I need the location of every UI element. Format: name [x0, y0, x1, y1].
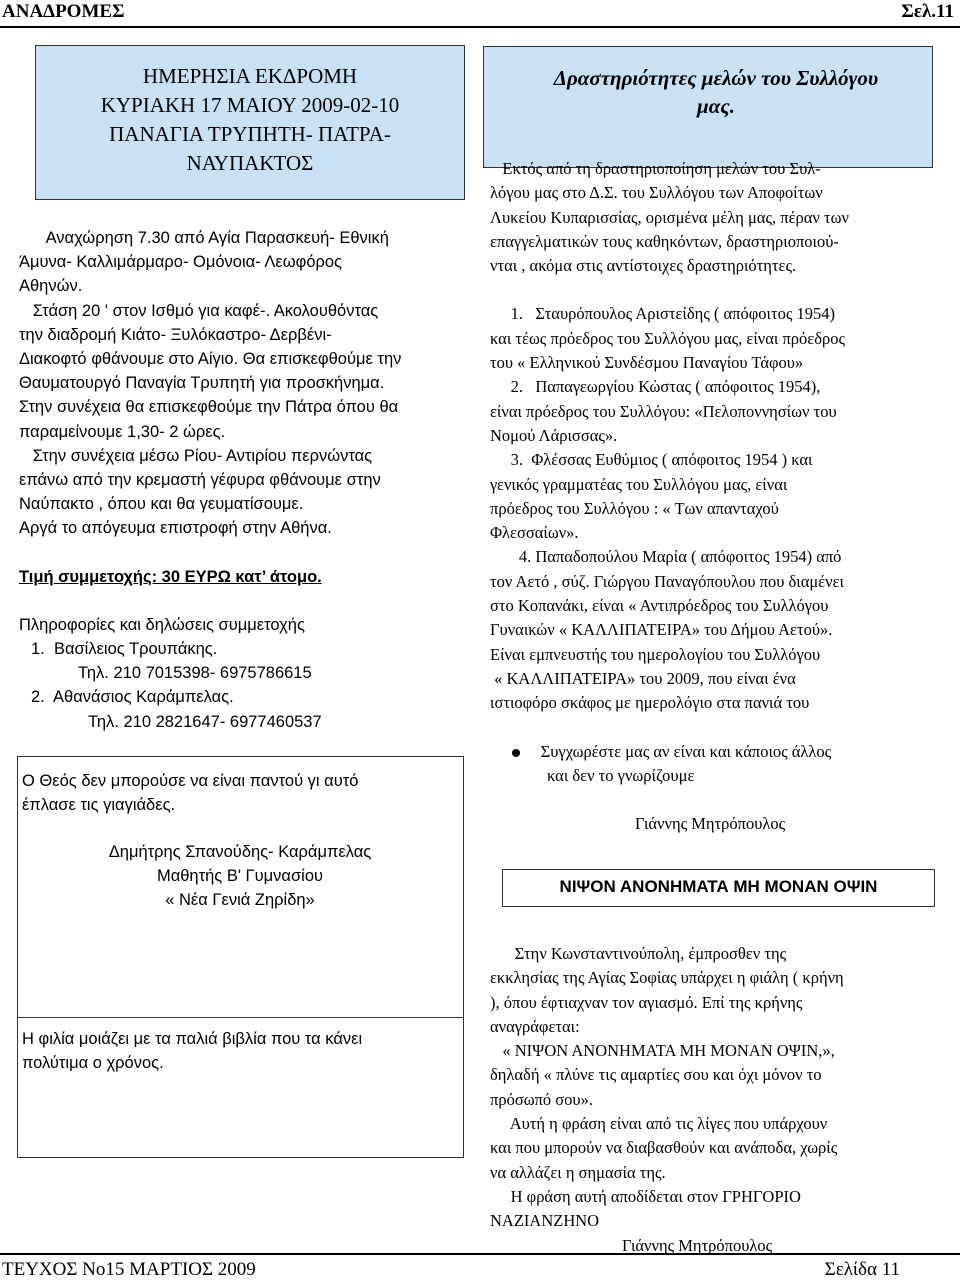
members-line: 3. Φλέσσας Ευθύμιος ( απόφοιτος 1954 ) και: [490, 450, 813, 470]
nipson-line: αναγράφεται:: [490, 1016, 580, 1036]
members-heading-line: μας.: [697, 94, 735, 118]
excursion-line: Αναχώρηση 7.30 από Αγία Παρασκευή- Εθνική: [19, 229, 389, 247]
members-line: Είναι εμπνευστής του ημερολογίου του Συλλόγου: [490, 644, 821, 664]
author-line: « Νέα Γενιά Ζηρίδη»: [165, 891, 315, 909]
contact-item: [19, 685, 469, 709]
members-line: Εκτός από τη δραστηριοποίηση μελών του Συλ-: [490, 159, 821, 178]
author-line: Δημήτρης Σπανούδης- Καράμπελας: [108, 843, 372, 861]
members-line: Νομού Λάρισσας».: [490, 425, 618, 445]
header-page-number: Σελ.11: [901, 1, 954, 22]
members-line: « ΚΑΛΛΙΠΑΤΕΙΡΑ» του 2009, που είναι ένα: [490, 668, 796, 688]
members-line: 4. Παπαδοπούλου Μαρία ( απόφοιτος 1954) από: [490, 547, 842, 567]
excursion-line: επάνω από την κρεμαστή γέφυρα φθάνουμε στην: [19, 471, 381, 490]
members-line: ιστιοφόρο σκάφος με ημερολόγιο στα πανιά του: [490, 693, 810, 713]
contact-phone: Τηλ. 210 2821647- 6977460537: [88, 712, 322, 731]
price-label: Τιμή συμμετοχής:: [19, 567, 158, 586]
excursion-line: Διακοφτό φθάνουμε στο Αίγιο. Θα επισκεφθούμε την: [19, 350, 402, 369]
members-line: και τέως πρόεδρος του Συλλόγου μας, είναι πρόεδρος: [490, 328, 845, 348]
quote-line: Η φιλία μοιάζει με τα παλιά βιβλία που τα κάνει: [22, 1030, 363, 1048]
excursion-title-line: ΝΑΥΠΑΚΤΟΣ: [186, 151, 314, 175]
header-publication-title: ΑΝΑΔΡΟΜΕΣ: [2, 1, 125, 22]
members-line: Φλεσσαίων».: [490, 523, 579, 543]
members-line: επαγγελματικών τους καθηκόντων, δραστηριοποιού-: [490, 231, 839, 251]
contact-number: 2.: [31, 688, 45, 707]
nipson-line: « ΝΙΨΟΝ ΑΝΟΝΗΜΑΤΑ ΜΗ ΜΟΝΑΝ ΟΨΙΝ,»,: [490, 1041, 835, 1061]
members-line: πρόεδρος του Συλλόγου : « Των απανταχού: [490, 498, 779, 518]
contact-item: [19, 637, 469, 661]
excursion-title-line: ΚΥΡΙΑΚΗ 17 ΜΑΙΟΥ 2009-02-10: [100, 93, 400, 117]
excursion-line: Αθηνών.: [19, 277, 83, 296]
nipson-line: Η φράση αυτή αποδίδεται στον ΓΡΗΓΟΡΙΟ: [490, 1186, 801, 1206]
members-line: 2. Παπαγεωργίου Κώστας ( απόφοιτος 1954),: [490, 377, 821, 397]
members-line: [490, 278, 940, 302]
members-line: γενικός γραμματέας του Συλλόγου μας, είναι: [490, 474, 788, 494]
members-line: είναι πρόεδρος του Συλλόγου: «Πελοποννησίων του: [490, 401, 837, 421]
excursion-line: Στάση 20 ' στον Ισθμό για καφέ-. Ακολουθόντας: [19, 301, 379, 320]
nipson-line: και που μπορούν να διαβασθούν και ανάποδα, χωρίς: [490, 1138, 838, 1158]
nipson-line: ), όπου έφτιαχναν τον αγιασμό. Επί της κρήνης: [490, 992, 803, 1012]
excursion-line: Θαυματουργό Παναγία Τρυπητή για προσκήνημα.: [19, 374, 385, 393]
members-line: του « Ελληνικού Συνδέσμου Παναγίου Τάφου»: [490, 353, 804, 373]
nipson-line: Στην Κωνσταντινούπολη, έμπροσθεν της: [490, 944, 787, 963]
members-line: τον Αετό , σύζ. Γιώργου Παναγόπουλου που διαμένει: [490, 571, 844, 591]
info-heading: Πληροφορίες και δηλώσεις συμμετοχής: [19, 615, 305, 634]
nipson-title: ΝΙΨΟΝ ΑΝΟΝΗΜΑΤΑ ΜΗ ΜΟΝΑΝ ΟΨΙΝ: [559, 877, 878, 896]
nipson-line: ΝΑΖΙΑΝΖΗΝΟ: [490, 1211, 600, 1231]
footer-page-number: Σελίδα 11: [824, 1259, 900, 1280]
excursion-line: Αργά το απόγευμα επιστροφή στην Αθήνα.: [19, 519, 332, 538]
nipson-line: δηλαδή « πλύνε τις αμαρτίες σου και όχι μόνον το: [490, 1065, 822, 1085]
nipson-line: πρόσωπό σου».: [490, 1089, 593, 1109]
nipson-signature: Γιάννης Μητρόπουλος: [622, 1235, 773, 1255]
apology-line: Συγχωρέστε μας αν είναι και κάποιος άλλος: [540, 741, 832, 761]
quote-author: [30, 840, 450, 912]
excursion-line: Άμυνα- Καλλιμάρμαρο- Ομόνοια- Λεωφόρος: [19, 253, 343, 272]
nipson-text: [490, 942, 940, 1258]
price-line: [19, 565, 469, 589]
excursion-title-line: ΗΜΕΡΗΣΙΑ ΕΚΔΡΟΜΗ: [142, 64, 358, 88]
quote-line: έπλασε τις γιαγιάδες.: [22, 796, 176, 814]
members-signature: Γιάννης Μητρόπουλος: [635, 814, 786, 834]
price-value: 30 ΕΥΡΩ κατ’ άτομο.: [157, 567, 322, 586]
members-line: νται , ακόμα στις αντίστοιχες δραστηριότητες.: [490, 256, 797, 276]
footer-issue: ΤΕΥΧΟΣ Νο15 ΜΑΡΤΙΟΣ 2009: [2, 1259, 256, 1280]
author-line: Μαθητής Β' Γυμνασίου: [156, 867, 324, 885]
members-heading: [506, 64, 926, 120]
nipson-line: εκκλησίας της Αγίας Σοφίας υπάρχει η φιάλη ( κρήνη: [490, 968, 844, 988]
excursion-title-line: ΠΑΝΑΓΙΑ ΤΡΥΠΗΤΗ- ΠΑΤΡΑ-: [109, 122, 391, 146]
apology-bullet-item: [490, 740, 940, 764]
quote-text: [22, 1027, 452, 1075]
members-line: 1. Σταυρόπουλος Αριστείδης ( απόφοιτος 1954): [490, 304, 835, 324]
members-text: [490, 157, 940, 836]
excursion-text: [19, 226, 469, 734]
members-line: Γυναικών « ΚΑΛΛΙΠΑΤΕΙΡΑ» του Δήμου Αετού».: [490, 620, 833, 640]
quote-line: Ο Θεός δεν μπορούσε να είναι παντού γι αυτό: [22, 772, 359, 790]
quote-line: πολύτιμα ο χρόνος.: [22, 1054, 164, 1072]
members-line: λόγου μας στο Δ.Σ. του Συλλόγου των Αποφοίτων: [490, 183, 823, 203]
excursion-title-box: [35, 45, 465, 200]
members-line: Λυκείου Κυπαρισσίας, ορισμένα μέλη μας, πέραν των: [490, 207, 849, 227]
excursion-line: την διαδρομή Κιάτο- Ξυλόκαστρο- Δερβένι-: [19, 325, 332, 344]
bullet-icon: [512, 749, 520, 757]
page-header: [0, 0, 960, 28]
contact-name: Βασίλειος Τρουπάκης.: [53, 640, 218, 659]
excursion-line: Στην συνέχεια μέσω Ρίου- Αντιρίου περνώντας: [19, 446, 373, 465]
nipson-line: να αλλάζει η σημασία της.: [490, 1162, 666, 1182]
nipson-line: Αυτή η φράση είναι από τις λίγες που υπάρχουν: [490, 1114, 828, 1134]
excursion-line: παραμείνουμε 1,30- 2 ώρες.: [19, 422, 226, 441]
members-heading-line: Δραστηριότητες μελών του Συλλόγου: [553, 66, 879, 90]
apology-line: και δεν το γνωρίζουμε: [547, 765, 695, 785]
excursion-line: Ναύπακτο , όπου και θα γευματίσουμε.: [19, 495, 304, 514]
nipson-title-box: [502, 869, 935, 907]
contact-phone: Τηλ. 210 7015398- 6975786615: [78, 664, 312, 683]
contact-name: Αθανάσιος Καράμπελας.: [53, 688, 234, 707]
members-line: στο Κοπανάκι, είναι « Αντιπρόεδρος του Συλλόγου: [490, 596, 829, 616]
excursion-line: Στην συνέχεια θα επισκεφθούμε την Πάτρα όπου θα: [19, 398, 399, 417]
quote-text: [22, 769, 452, 817]
contact-number: 1.: [31, 640, 45, 659]
